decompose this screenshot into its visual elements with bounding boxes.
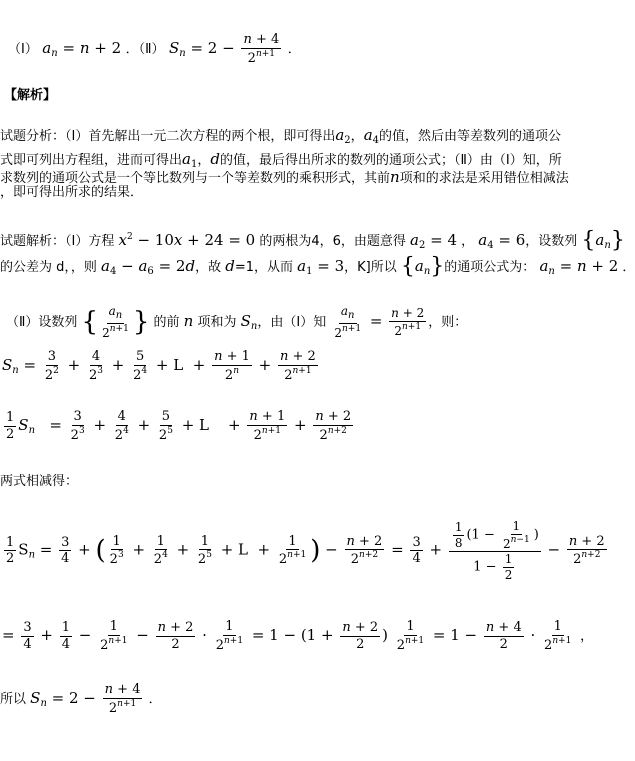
solution-text-2b: ，故: [195, 260, 222, 275]
solution-text-1c: ，设数列: [525, 234, 578, 249]
solution-text-3d: ，由（Ⅰ）知: [257, 315, 327, 331]
final-text: 所以: [0, 692, 27, 708]
solution-text-3c: 项和为: [197, 315, 237, 331]
comma: ，: [580, 629, 594, 645]
term-relation: $\frac{a_n}{2^{n+1}}$ = $\frac{n + 2}{2^{n+1}}$: [334, 304, 425, 340]
analysis-line-2: [0, 152, 562, 170]
d-eq: d: [225, 257, 235, 275]
final-end: ．: [148, 692, 162, 708]
answer-part1-expr: $a_n = n + 2$: [42, 39, 122, 60]
analysis-line-4: ，即可得出所求的结果．: [0, 185, 144, 200]
analysis-text-1c: 的值，然后由等差数列的通项公: [379, 129, 562, 144]
n-symbol: n: [390, 168, 400, 186]
sn-expansion: $S_n$ = $\frac{3}{2^2}$ + $\frac{4}{2^3}$ + $\frac{5}{2^4}$ + L + $\frac{n + 1}{2^n}$ + $\frac{n + 2}{2^{n+1}}$: [2, 349, 316, 383]
subtraction-result: $\frac{1}{2}$ $S_n$ = $\frac{3}{4}$ + ( $\frac{1}{2^3}$ + $\frac{1}{2^4}$ + $\frac{1}{2^5}$ + L + $\frac{1}{2^{n+1}}$ ) − $\frac{n + 2}{2^{n+2}}$ = $\frac{3}{4}$ + $\frac{1}{8}$ (1 − $\frac{1}{2^{n-1}}$ ) 1 − $\frac{1}{2}$ − $\frac{n + 2}{2^{n+2}}$: [6, 519, 605, 582]
analysis-line-3: [0, 170, 569, 185]
n-symbol-2: n: [183, 312, 194, 331]
solution-line-1: 试题解析：（Ⅰ）方程 $x^2 - 10x + 24 = 0$ 的两根为4，6，由题意得 $a_2 = 4$ ， $a_4 = 6$，设数列 $\{a_n\}$: [0, 228, 625, 253]
answer-part1-label: （Ⅰ）: [8, 42, 38, 58]
solution-text-2c: =1，从而: [234, 260, 293, 275]
a1-eq: $a_1 = 3$: [297, 257, 345, 277]
Sn-symbol: $S_n$: [240, 312, 258, 333]
analysis-line-1: [0, 128, 561, 146]
subtract-label: 两式相减得：: [0, 474, 79, 489]
analysis-text-3: 求数列的通项公式是一个等比数列与一个等差数列的乘积形式，其前: [0, 171, 391, 186]
final-line: [0, 683, 162, 715]
analysis-comma-1: ，: [350, 129, 364, 144]
a1-symbol: $a_1$: [182, 150, 198, 170]
an-result: $a_n = n + 2$: [539, 257, 619, 277]
solution-text-3a: （Ⅱ）设数列: [6, 315, 78, 331]
answer-part2-expr: $S_n = 2$ − $\frac{n + 4}{2^{n+1}}$: [168, 32, 280, 66]
solution-text-3e: ，则：: [428, 315, 468, 331]
solution-text-2d: ，K]所以: [344, 260, 397, 275]
solution-text-3b: 的前: [153, 315, 180, 331]
analysis-text-2: 式即可列出方程组，进而可得出: [0, 153, 183, 168]
answer-line: [8, 33, 301, 65]
analysis-text-2c: 的值，最后得出所求的数列的通项公式；（Ⅱ）由（Ⅰ）知，所: [219, 153, 562, 168]
analysis-comma-2: ，: [197, 153, 211, 168]
analysis-text-3b: 项和的求法是采用错位相减法: [399, 171, 569, 186]
final-expr: $S_n = 2$ − $\frac{n + 4}{2^{n+1}}$: [30, 682, 141, 716]
solution-line-2: 的公差为 d，，则 $a_4 - a_6 = 2d$，故 d=1，从而 $a_1 = 3$，K]所以 $\{a_n\}$的通项公式为： $a_n = n + 2$ ．: [0, 254, 635, 279]
diff-eq: $a_4 - a_6 = 2d$: [101, 257, 196, 277]
a2-symbol: $a_2$: [335, 126, 351, 146]
half-sn-expansion: $\frac{1}{2}$ $S_n$ = $\frac{3}{2^3}$ + $\frac{4}{2^4}$ + $\frac{5}{2^5}$ + L + $\frac{n + 1}{2^{n+1}}$ + $\frac{n + 2}{2^{n+2}}$: [6, 409, 352, 443]
solution-text-2e: 的通项公式为：: [444, 260, 536, 275]
a4-eq: $a_4 = 6$: [478, 231, 526, 251]
a4-symbol: $a_4$: [363, 126, 380, 146]
answer-sep: ．（Ⅱ）: [125, 42, 165, 58]
a2-eq: $a_2 = 4$: [410, 231, 458, 251]
solution-text-2a: 的公差为 d，，则: [0, 260, 97, 275]
answer-end: ．: [287, 42, 301, 58]
quadratic-equation: $x^2 - 10x + 24 = 0$: [118, 231, 256, 249]
simplification: = $\frac{3}{4}$ + $\frac{1}{4}$ − $\frac{1}{2^{n+1}}$ − $\frac{n + 2}{2}$ · $\frac{1}{2^{n+1}}$ = 1 − (1 + $\frac{n + 2}{2}$ ) $\frac{1}{2^{n+1}}$ = 1 − $\frac{n + 4}{2}$ · $\frac{1}{2^{n+1}}$ ，: [2, 619, 594, 653]
solution-line-3: [6, 305, 467, 339]
d-symbol: d: [210, 150, 220, 168]
analysis-text-1: 试题分析：（Ⅰ）首先解出一元二次方程的两个根，即可得出: [0, 129, 336, 144]
seq-an-2: $\{a_n\}$: [400, 254, 445, 279]
seq-fraction: { $\frac{a_n}{2^{n+1}}$ }: [81, 304, 150, 340]
solution-text-1a: 试题解析：（Ⅰ）方程: [0, 234, 115, 249]
seq-an-1: $\{a_n\}$: [581, 228, 625, 253]
solution-text-1b: 的两根为4，6，由题意得: [259, 234, 406, 249]
section-heading: 【解析】: [4, 88, 57, 103]
